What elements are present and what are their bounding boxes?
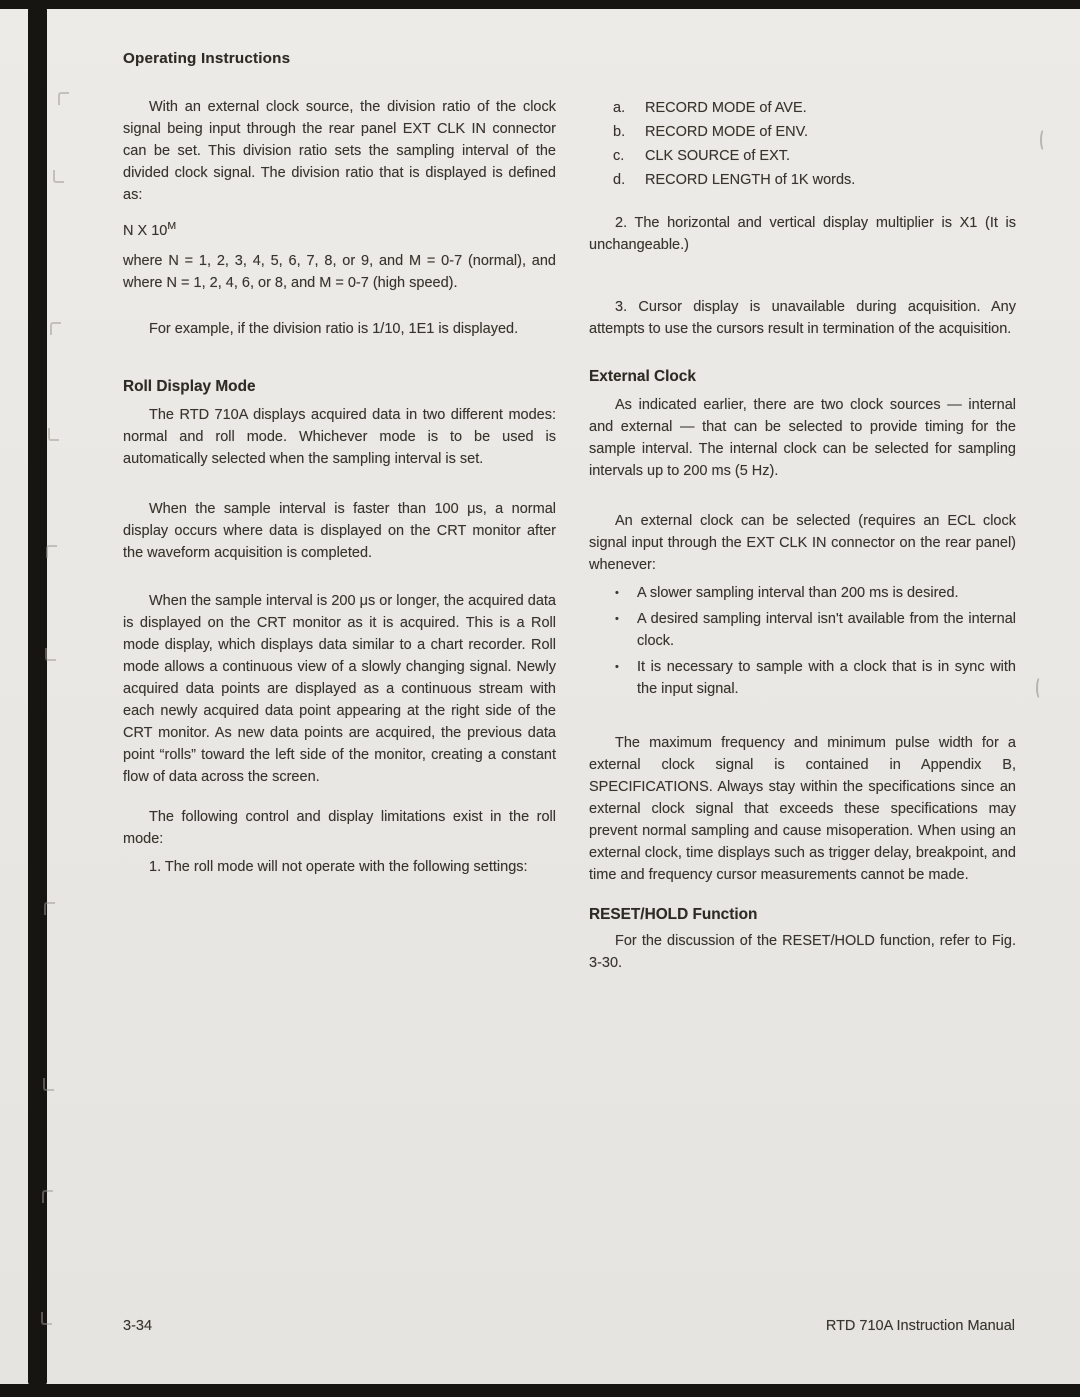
bullet-item	[589, 656, 1016, 700]
section-heading-external-clock: External Clock	[589, 368, 696, 385]
scan-artifact	[46, 545, 57, 558]
left-column	[123, 96, 556, 878]
right-column	[589, 96, 1016, 974]
roll-paragraph-3: When the sample interval is 200 μs or longer, the acquired data is displayed on the CRT monitor as it is acquired. This is a Roll mode display, which displays data similar to a chart recorder. Roll mode allows a continuous view of a slowly changing signal. Newly acquired data points are displayed as a continuous stream with each newly acquired data point appearing at the right side of the CRT monitor. As new data points are acquired, the previous data point “rolls” toward the left side of the monitor, creating a constant flow of data across the screen.	[123, 593, 556, 785]
bullet-list	[589, 582, 1016, 700]
scan-artifact	[45, 648, 56, 661]
numbered-item-3: 3. Cursor display is unavailable during acquisition. Any attempts to use the cursors result in termination of the acquisition.	[589, 299, 1016, 337]
list-item-text: CLK SOURCE of EXT.	[645, 148, 791, 164]
bullet-text: It is necessary to sample with a clock that is in sync with the input signal.	[637, 659, 1016, 697]
numbered-item-2: 2. The horizontal and vertical display multiplier is X1 (It is unchangeable.)	[589, 215, 1016, 253]
external-clock-paragraph-3: The maximum frequency and minimum pulse width for a external clock signal is contained in Appendix B, SPECIFICATIONS. Always stay within the specifications since an external clock signal that exceeds these specifications may prevent normal sampling and cause misoperation. When using an external clock, time displays such as trigger delay, breakpoint, and time and frequency cursor measurements cannot be made.	[589, 735, 1016, 883]
list-item-label: b.	[613, 124, 626, 140]
settings-list	[589, 96, 1016, 192]
bullet-text: A desired sampling interval isn't available from the internal clock.	[637, 611, 1016, 649]
running-head: Operating Instructions	[123, 50, 291, 67]
bullet-item	[589, 608, 1016, 652]
list-item-text: RECORD MODE of AVE.	[645, 100, 807, 116]
division-formula	[123, 220, 556, 242]
list-item-a	[589, 96, 1016, 120]
scan-artifact	[1036, 676, 1045, 700]
list-item-c	[589, 144, 1016, 168]
scan-edge-top	[0, 0, 1080, 9]
numbered-item-1: 1. The roll mode will not operate with the following settings:	[149, 859, 528, 875]
list-item-label: a.	[613, 100, 626, 116]
reset-hold-paragraph: For the discussion of the RESET/HOLD function, refer to Fig. 3-30.	[589, 933, 1016, 971]
where-clause: where N = 1, 2, 3, 4, 5, 6, 7, 8, or 9, and M = 0-7 (normal), and where N = 1, 2, 4, 6, or 8, and M = 0-7 (high speed).	[123, 253, 556, 291]
scan-artifact	[43, 1078, 54, 1091]
page-number: 3-34	[123, 1318, 153, 1334]
external-clock-paragraph-2: An external clock can be selected (requires an ECL clock signal input through the EXT CLK IN connector on the rear panel) whenever:	[589, 513, 1016, 573]
roll-paragraph-2: When the sample interval is faster than 100 μs, a normal display occurs where data is displayed on the CRT monitor after the waveform acquisition is completed.	[123, 501, 556, 561]
list-item-label: d.	[613, 172, 626, 188]
section-heading-reset-hold: RESET/HOLD Function	[589, 906, 758, 923]
formula-exponent: M	[167, 220, 177, 233]
section-heading-roll-display-mode: Roll Display Mode	[123, 378, 256, 395]
intro-paragraph: With an external clock source, the division ratio of the clock signal being input through the rear panel EXT CLK IN connector can be set. This division ratio sets the sampling interval of the divided clock signal. The division ratio that is displayed is defined as:	[123, 99, 556, 203]
scan-artifact	[58, 92, 69, 105]
bullet-icon: •	[615, 587, 619, 599]
scan-artifact	[41, 1312, 52, 1325]
example-line: For example, if the division ratio is 1/10, 1E1 is displayed.	[149, 321, 519, 337]
external-clock-paragraph-1: As indicated earlier, there are two clock sources — internal and external — that can be selected to provide timing for the sample interval. The internal clock can be selected for sampling intervals up to 200 ms (5 Hz).	[589, 397, 1016, 479]
limitations-intro: The following control and display limitations exist in the roll mode:	[123, 809, 556, 847]
formula-base: N X 10	[123, 223, 168, 239]
scan-edge-bottom	[0, 1384, 1080, 1397]
bullet-icon: •	[615, 613, 619, 625]
scan-artifact	[1040, 128, 1049, 152]
bullet-icon: •	[615, 661, 619, 673]
scan-artifact	[44, 902, 55, 915]
scan-artifact	[48, 428, 59, 441]
list-item-text: RECORD MODE of ENV.	[645, 124, 809, 140]
scan-artifact	[50, 322, 61, 335]
scan-edge-left	[28, 7, 47, 1385]
list-item-b	[589, 120, 1016, 144]
scan-artifact	[42, 1190, 53, 1203]
list-item-text: RECORD LENGTH of 1K words.	[645, 172, 856, 188]
manual-title: RTD 710A Instruction Manual	[825, 1318, 1015, 1334]
list-item-label: c.	[613, 148, 625, 164]
bullet-item	[589, 582, 1016, 604]
scan-artifact	[53, 170, 64, 183]
bullet-text: A slower sampling interval than 200 ms is desired.	[637, 585, 959, 601]
list-item-d	[589, 168, 1016, 192]
roll-paragraph-1: The RTD 710A displays acquired data in two different modes: normal and roll mode. Whichever mode is to be used is automatically selected when the sampling interval is set.	[123, 407, 556, 467]
